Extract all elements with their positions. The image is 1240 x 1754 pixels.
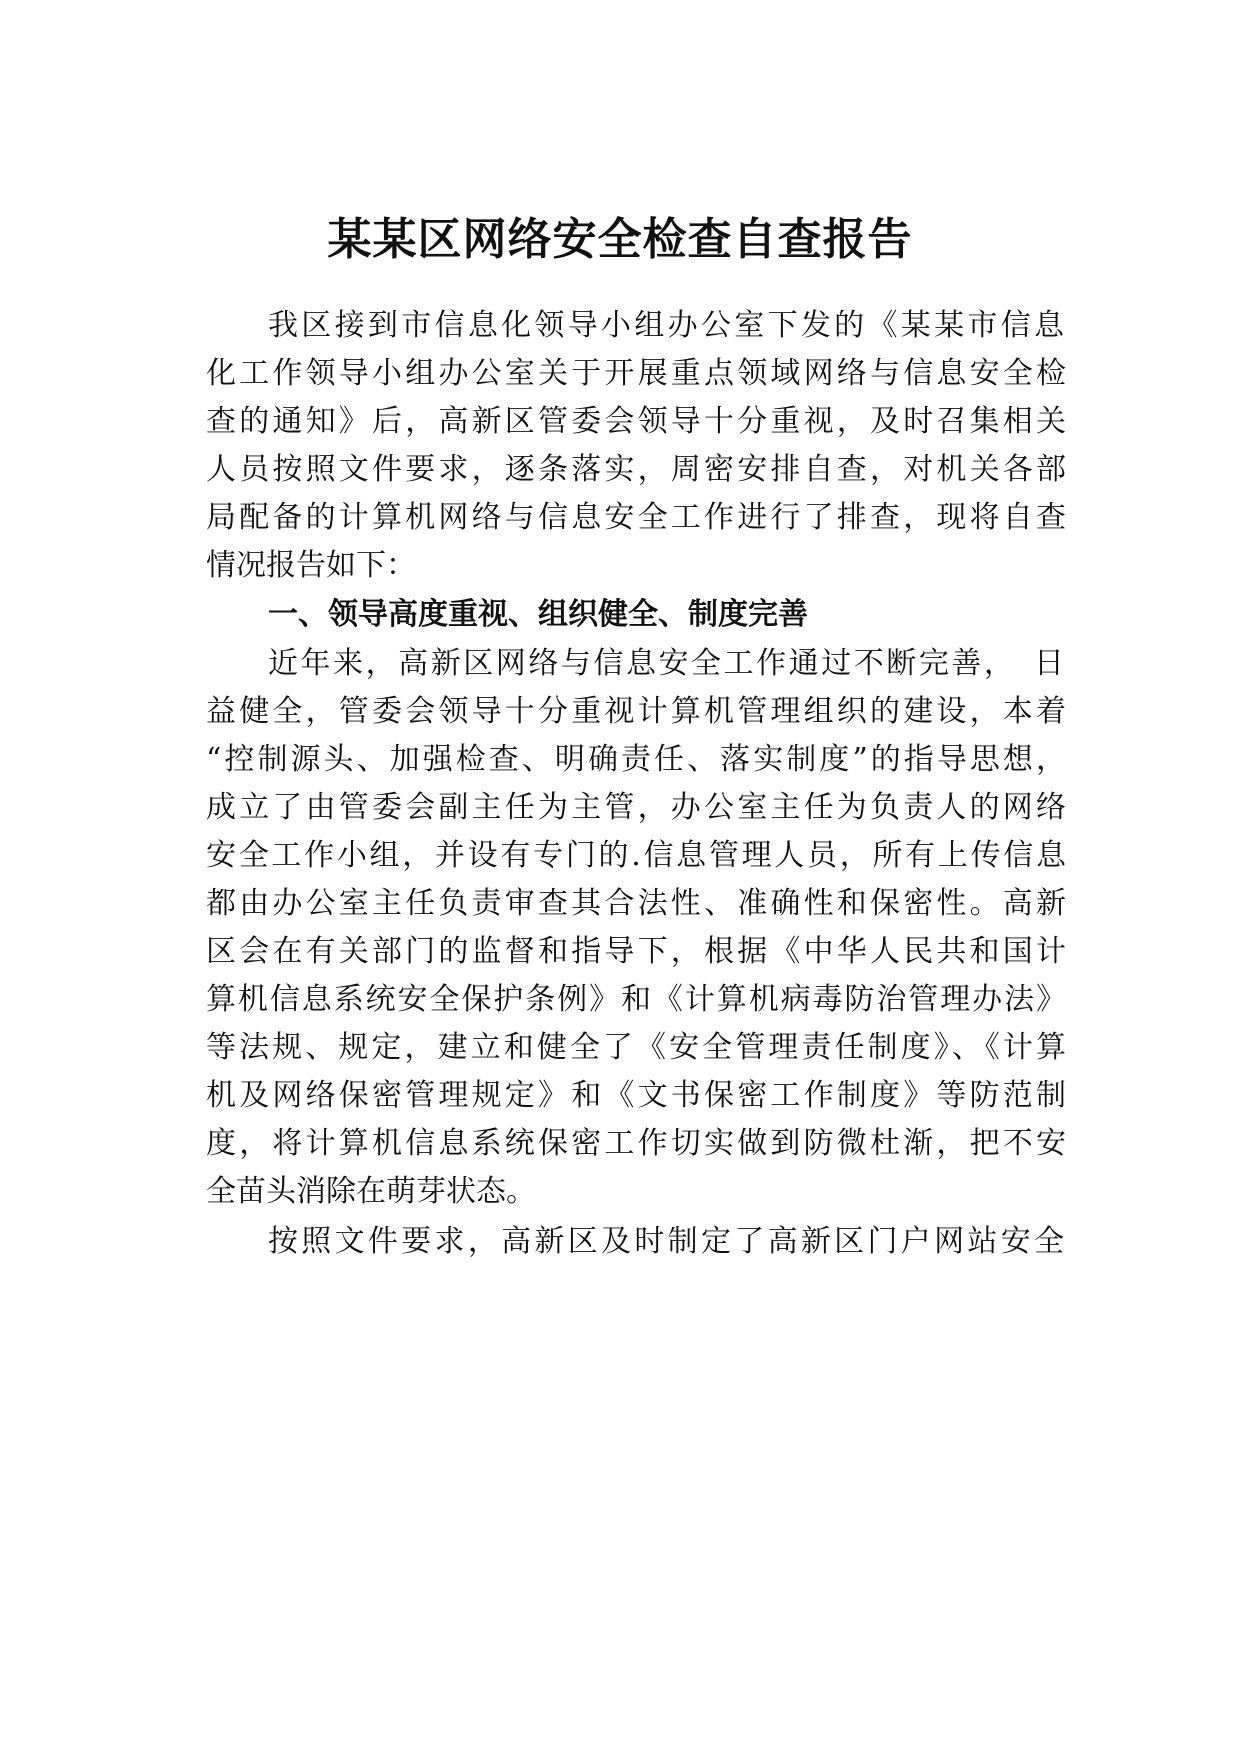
paragraph-1-line-5: 局配备的计算机网络与信息安全工作进行了排查，现将自查 — [206, 500, 1066, 535]
paragraph-2-line-5: 安全工作小组，并设有专门的.信息管理人员，所有上传信息 — [206, 838, 1066, 873]
document-title: 某某区网络安全检查自查报告 — [327, 214, 913, 265]
paragraph-1-line-1: 我区接到市信息化领导小组办公室下发的《某某市信息 — [268, 308, 1064, 343]
paragraph-2-line-7: 区会在有关部门的监督和指导下，根据《中华人民共和国计 — [206, 934, 1066, 969]
section-heading-1: 一、领导高度重视、组织健全、制度完善 — [268, 597, 808, 632]
paragraph-2-line-9: 等法规、规定，建立和健全了《安全管理责任制度》、《计算 — [206, 1030, 1066, 1065]
paragraph-2-line-6: 都由办公室主任负责审查其合法性、准确性和保密性。高新 — [206, 886, 1066, 921]
paragraph-2-line-4: 成立了由管委会副主任为主管，办公室主任为负责人的网络 — [206, 790, 1066, 825]
paragraph-2-line-2: 益健全，管委会领导十分重视计算机管理组织的建设，本着 — [206, 694, 1066, 729]
paragraph-1-line-2: 化工作领导小组办公室关于开展重点领域网络与信息安全检 — [206, 356, 1066, 391]
paragraph-2-line-12: 全苗头消除在萌芽状态。 — [206, 1174, 536, 1209]
paragraph-2-line-11: 度，将计算机信息系统保密工作切实做到防微杜渐，把不安 — [206, 1126, 1066, 1161]
paragraph-1-line-3: 查的通知》后，高新区管委会领导十分重视，及时召集相关 — [206, 404, 1066, 439]
paragraph-3-line-1: 按照文件要求，高新区及时制定了高新区门户网站安全 — [268, 1224, 1064, 1259]
paragraph-2-line-3: “控制源头、加强检查、明确责任、落实制度”的指导思想， — [206, 742, 1066, 777]
paragraph-1-line-6: 情况报告如下： — [206, 548, 416, 583]
paragraph-2-line-1: 近年来，高新区网络与信息安全工作通过不断完善， 日 — [268, 646, 1064, 681]
paragraph-1-line-4: 人员按照文件要求，逐条落实，周密安排自查，对机关各部 — [206, 452, 1066, 487]
paragraph-2-line-10: 机及网络保密管理规定》和《文书保密工作制度》等防范制 — [206, 1078, 1066, 1113]
paragraph-2-line-8: 算机信息系统安全保护条例》和《计算机病毒防治管理办法》 — [206, 982, 1066, 1017]
